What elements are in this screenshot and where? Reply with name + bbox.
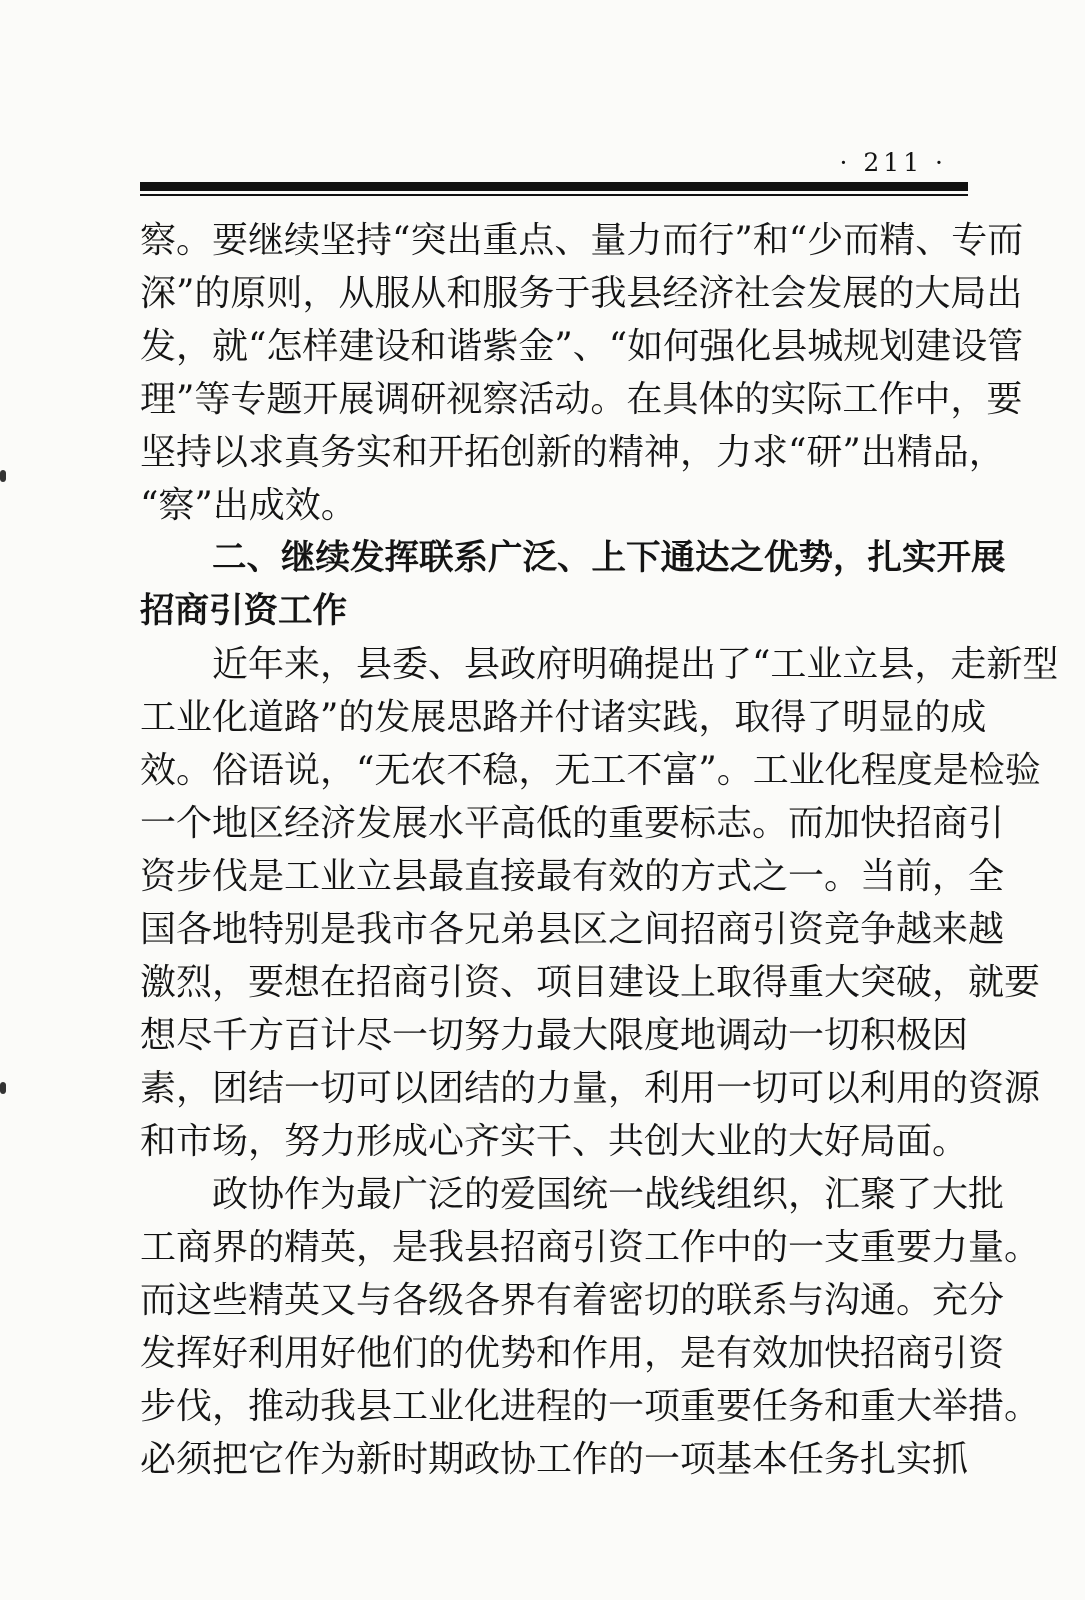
text-line: 步伐，推动我县工业化进程的一项重要任务和重大举措。	[140, 1386, 1041, 1427]
text-line: 工业化道路”的发展思路并付诸实践，取得了明显的成	[140, 697, 987, 738]
scan-edge-mark	[0, 1082, 6, 1094]
section-heading: 二、继续发挥联系广泛、上下通达之优势，扎实开展	[212, 538, 1006, 578]
text-line: 政协作为最广泛的爱国统一战线组织，汇聚了大批	[212, 1174, 1005, 1215]
text-line: 近年来，县委、县政府明确提出了“工业立县，走新型	[212, 644, 1059, 685]
text-line: 国各地特别是我市各兄弟县区之间招商引资竞争越来越	[140, 909, 1005, 950]
text-line: 深”的原则，从服从和服务于我县经济社会发展的大局出	[140, 273, 1023, 314]
text-line: 发，就“怎样建设和谐紫金”、“如何强化县城规划建设管	[140, 326, 1024, 367]
page-number: · 211 ·	[839, 148, 947, 177]
text-line: 察。要继续坚持“突出重点、量力而行”和“少而精、专而	[140, 220, 1024, 261]
text-line: “察”出成效。	[140, 485, 357, 526]
text-line: 想尽千方百计尽一切努力最大限度地调动一切积极因	[140, 1015, 969, 1056]
header-rule-thin	[140, 194, 968, 196]
text-line: 资步伐是工业立县最直接最有效的方式之一。当前，全	[140, 856, 1005, 897]
text-line: 工商界的精英，是我县招商引资工作中的一支重要力量。	[140, 1227, 1041, 1268]
text-line: 而这些精英又与各级各界有着密切的联系与沟通。充分	[140, 1280, 1005, 1321]
header-rule-thick	[140, 182, 968, 191]
text-line: 和市场，努力形成心齐实干、共创大业的大好局面。	[140, 1121, 969, 1162]
text-line: 一个地区经济发展水平高低的重要标志。而加快招商引	[140, 803, 1005, 844]
text-line: 发挥好利用好他们的优势和作用，是有效加快招商引资	[140, 1333, 1005, 1374]
text-line: 坚持以求真务实和开拓创新的精神，力求“研”出精品，	[140, 432, 1005, 473]
text-line: 效。俗语说，“无农不稳，无工不富”。工业化程度是检验	[140, 750, 1041, 791]
text-line: 激烈，要想在招商引资、项目建设上取得重大突破，就要	[140, 962, 1041, 1003]
text-line: 素，团结一切可以团结的力量，利用一切可以利用的资源	[140, 1068, 1041, 1109]
section-heading: 招商引资工作	[140, 591, 347, 631]
scan-edge-mark	[0, 470, 6, 482]
body-text	[140, 214, 1059, 1486]
text-line: 理”等专题开展调研视察活动。在具体的实际工作中，要	[140, 379, 1023, 420]
text-line: 必须把它作为新时期政协工作的一项基本任务扎实抓	[140, 1439, 969, 1480]
